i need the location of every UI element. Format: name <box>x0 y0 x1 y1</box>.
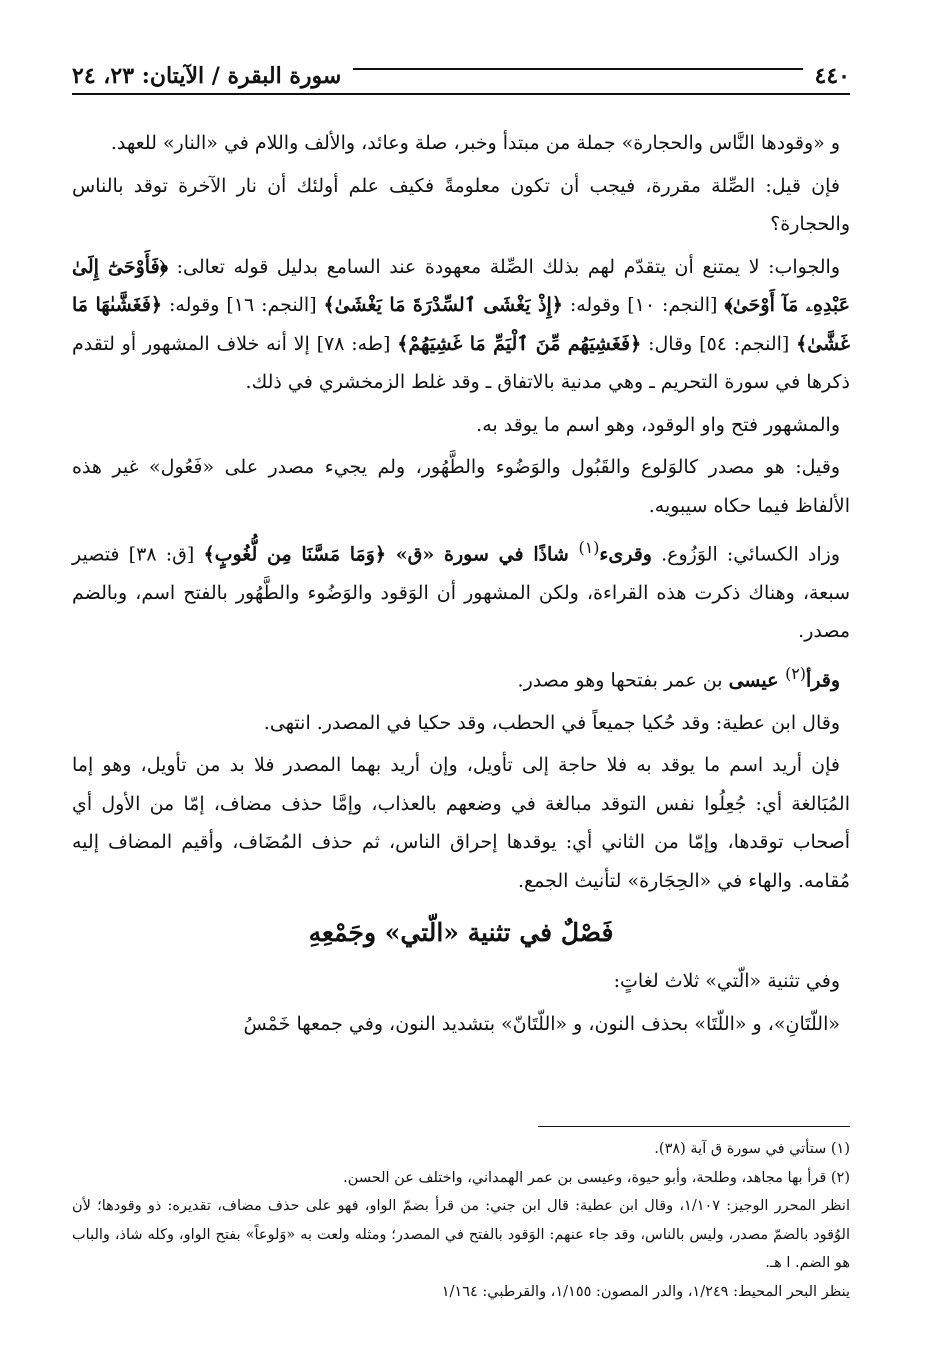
text-span: وزاد الكسائي: الوَزُوع. <box>651 543 840 566</box>
paragraph: والمشهور فتح واو الوقود، وهو اسم ما يوقد به. <box>476 413 840 436</box>
page-header <box>72 56 850 96</box>
page-number: ٤٤٠ <box>814 63 850 89</box>
bold-text: وقرىء <box>599 543 652 566</box>
footnote: (٢) قرأ بها مجاهد، وطلحة، وأبو حيوة، وعيسى بن عمر الهمداني، واختلف عن الحسن. <box>343 1169 850 1186</box>
paragraph <box>72 248 850 402</box>
text-span: والجواب: لا يمتنع أن يتقدّم لهم بذلك الصِّلة معهودة عند السامع بدليل قوله تعالى: <box>168 255 840 278</box>
footnote-continuation: انظر المحرر الوجيز: ١/١٠٧، وقال ابن عطية: قال ابن جني: من قرأ بضمّ الواو، فهو على حذف مضاف، تقديره: ذو وقودها؛ لأن الوُقود بالضمّ مصدر، وليس بالناس، وقد جاء عنهم: الوَقود بالفتح في المصدر؛ ومثله ولعت به «وَلوعاً» بفتح الواو، وكله شاذ، والباب هو الضم. ا هـ. <box>72 1198 850 1271</box>
footnote-rule <box>538 1126 850 1127</box>
paragraph: فإن قيل: الصِّلة مقررة، فيجب أن تكون معلومةً فكيف علم أولئك أن نار الآخرة توقد بالناس والحجارة؟ <box>72 174 850 235</box>
text-span: [النجم: ١٦] وقوله: <box>162 294 324 316</box>
text-span: [ق: ٣٨] فتصير سبعة، وهناك ذكرت هذه القراءة، ولكن المشهور أن الوَقود والوَضُوء والطَّهُور بالفتح اسم، وبالضم مصدر. <box>72 543 850 643</box>
quran-verse: ﴿وَمَا مَسَّنَا مِن لُّغُوبٍ﴾ <box>203 543 387 566</box>
bold-text: عيسى <box>728 669 786 692</box>
paragraph <box>72 655 850 700</box>
paragraph: «اللّتَانِ»، و «اللّتَا» بحذف النون، و «اللّتَانّ» بتشديد النون، وفي جمعها خَمْسُ <box>243 1012 840 1035</box>
footnote-ref[interactable]: (١) <box>578 538 600 557</box>
text-span: [طه: ٧٨] إلا أنه خلاف المشهور أو لتقدم ذكرها في سورة التحريم ـ وهي مدنية بالاتفاق ـ وقد غلط الزمخشري في ذلك. <box>72 332 850 393</box>
quran-verse: ﴿فَغَشَّىٰهَا مَا غَشَّىٰ﴾ <box>72 294 850 355</box>
quran-verse: ﴿فَأَوْحَىٰٓ إِلَىٰ عَبْدِهِۦ مَآ أَوْحَىٰ﴾ <box>72 255 850 316</box>
paragraph: و «وقودها النَّاس والحجارة» جملة من مبتدأ وخبر، صلة وعائد، والألف واللام في «النار» للعهد. <box>110 132 840 154</box>
paragraph: فإن أريد اسم ما يوقد به فلا حاجة إلى تأويل، وإن أريد بهما المصدر فلا بد من تأويل، وهو إما المُبَالغة أي: جُعِلُوا نفس التوقد مبالغة في وضعهم بالعذاب، وإمَّا حذف مضاف، إمّا من الأول أي أصحاب توقدها، وإمّا من الثاني أي: يوقدها إحراق الناس، ثم حذف المُضَاف، وأقيم المضاف إليه مُقامه. والهاء في «الحِجَارة» لتأنيث الجمع. <box>72 754 850 892</box>
header-separator <box>353 56 802 70</box>
footnote-ref[interactable]: (٢) <box>785 663 806 683</box>
footnote-continuation: ينظر البحر المحيط: ١/٢٤٩، والدر المصون: ١/١٥٥، والقرطبي: ١/١٦٤ <box>441 1283 850 1300</box>
text-span: بن عمر بفتحها وهو مصدر. <box>517 669 729 692</box>
paragraph <box>72 529 850 651</box>
header-rule <box>72 93 850 95</box>
paragraph: وقيل: هو مصدر كالوَلوع والقَبُول والوَضُوء والطَّهُور، ولم يجيء مصدر على «فَعُول» غير هذه الألفاظ فيما حكاه سيبويه. <box>72 456 850 517</box>
paragraph: وفي تثنية «الّتي» ثلاث لغاتٍ: <box>613 970 840 993</box>
quran-verse: ﴿إِذْ يَغْشَى ٱلسِّدْرَةَ مَا يَغْشَىٰ﴾ <box>323 294 563 316</box>
footnote: (١) ستأتي في سورة ق آية (٣٨). <box>654 1141 850 1157</box>
paragraph: وقال ابن عطية: وقد حُكيا جميعاً في الحطب، وقد حكيا في المصدر. انتهى. <box>263 711 840 734</box>
text-span: [النجم: ٥٤] وقال: <box>641 332 797 355</box>
bold-text: وقرأ <box>805 669 840 692</box>
section-heading: فَصْلٌ في تثنية «الّتي» وجَمْعِهِ <box>308 918 614 948</box>
main-text <box>72 124 850 1047</box>
quran-verse: ﴿فَغَشِيَهُم مِّنَ ٱلْيَمِّ مَا غَشِيَهُمْ﴾ <box>397 332 642 355</box>
bold-text: شاذًا في سورة «ق» <box>386 543 579 566</box>
footnotes <box>72 1135 850 1306</box>
header-title: سورة البقرة / الآيتان: ٢٣، ٢٤ <box>72 63 342 89</box>
text-span: [النجم: ١٠] وقوله: <box>562 294 725 316</box>
